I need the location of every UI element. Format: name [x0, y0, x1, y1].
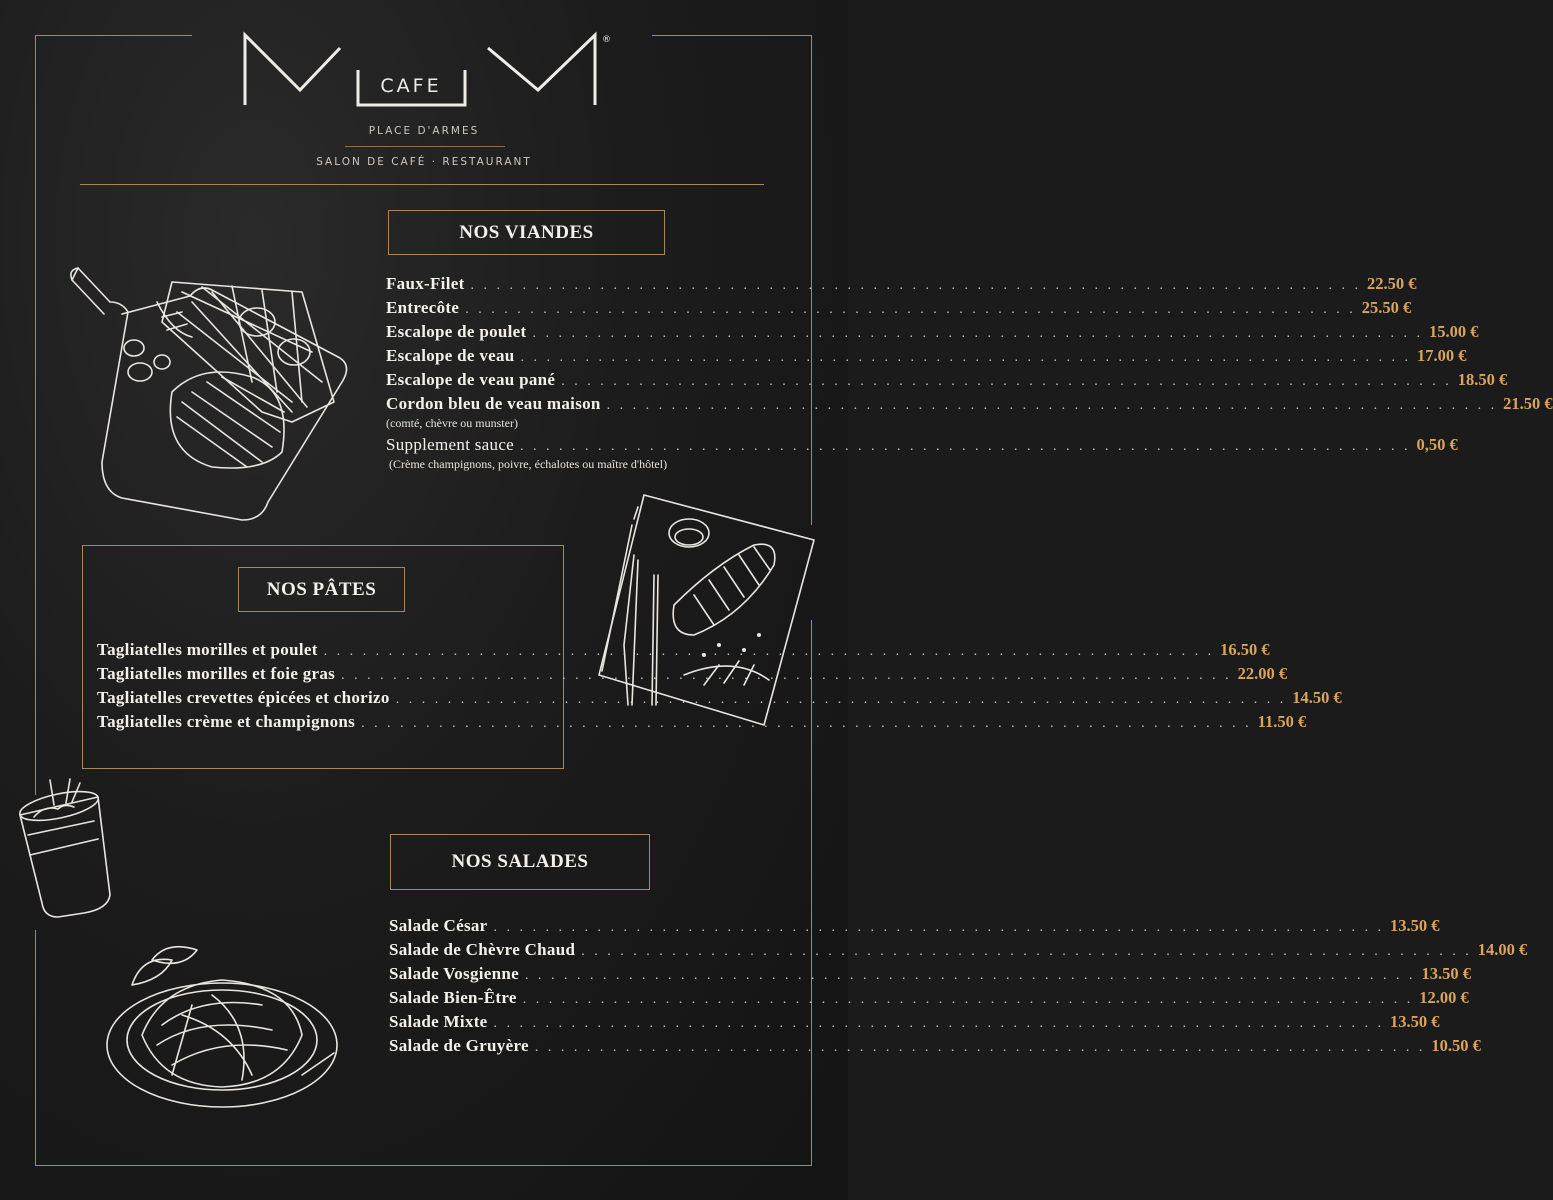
frame-top-right — [652, 35, 812, 36]
menu-item: Escalope de veau pané . . . 18.50 € — [386, 370, 801, 394]
pates-title: NOS PÂTES — [238, 567, 405, 612]
menu-item: Salade Vosgienne . . . 13.50 € — [389, 964, 771, 988]
menu-item: Escalope de veau . . . 17.00 € — [386, 346, 801, 370]
menu-item: Faux-Filet . . . 22.50 € — [386, 274, 801, 298]
tagline-text: SALON DE CAFÉ · RESTAURANT — [316, 156, 532, 168]
menu-item: Salade de Gruyère . . . 10.50 € — [389, 1036, 771, 1060]
pasta-plate-icon — [102, 935, 342, 1110]
pates-list — [97, 640, 1342, 736]
sliced-meat-board-icon — [594, 485, 819, 730]
frame-left — [35, 35, 36, 795]
viandes-list — [386, 274, 1553, 472]
header-divider — [80, 184, 764, 185]
menu-item: Salade Mixte . . . 13.50 € — [389, 1012, 771, 1036]
menu-item: Salade de Chèvre Chaud . . . 14.00 € — [389, 940, 771, 964]
viandes-title: NOS VIANDES — [388, 210, 665, 255]
salades-list — [389, 916, 1528, 1060]
menu-item: Tagliatelles morilles et poulet . . . 16.50 € — [97, 640, 557, 664]
steak-board-icon — [62, 262, 352, 524]
menu-item: Entrecôte . . . 25.50 € — [386, 298, 801, 322]
menu-item: Tagliatelles crème et champignons . . . 11.50 € — [97, 712, 557, 736]
menu-item: Cordon bleu de veau maison . . . 21.50 € — [386, 394, 801, 416]
logo-cafe-text: CAFE — [380, 75, 442, 97]
frame-left-lower — [35, 930, 36, 1165]
cafe-logo — [240, 30, 610, 110]
drink-cup-icon — [14, 775, 114, 923]
frame-top-left — [35, 35, 192, 36]
menu-item: Tagliatelles crevettes épicées et chorizo . . . 14.50 € — [97, 688, 557, 712]
supplement-note: (Crème champignons, poivre, échalotes ou maître d'hôtel) — [389, 457, 668, 471]
menu-item: Tagliatelles morilles et foie gras . . . 22.00 € — [97, 664, 557, 688]
logo-divider — [345, 146, 505, 147]
svg-text:®: ® — [602, 35, 611, 45]
salades-title: NOS SALADES — [390, 834, 650, 890]
supplement-item: Supplement sauce . . . 0,50 € — [386, 435, 791, 457]
location-text: PLACE D'ARMES — [368, 125, 480, 137]
cordon-note: (comté, chèvre ou munster) — [386, 416, 518, 430]
menu-item: Escalope de poulet . . . 15.00 € — [386, 322, 801, 346]
frame-bottom — [35, 1165, 812, 1166]
menu-item: Salade Bien-Être . . . 12.00 € — [389, 988, 771, 1012]
menu-item: Salade César . . . 13.50 € — [389, 916, 771, 940]
